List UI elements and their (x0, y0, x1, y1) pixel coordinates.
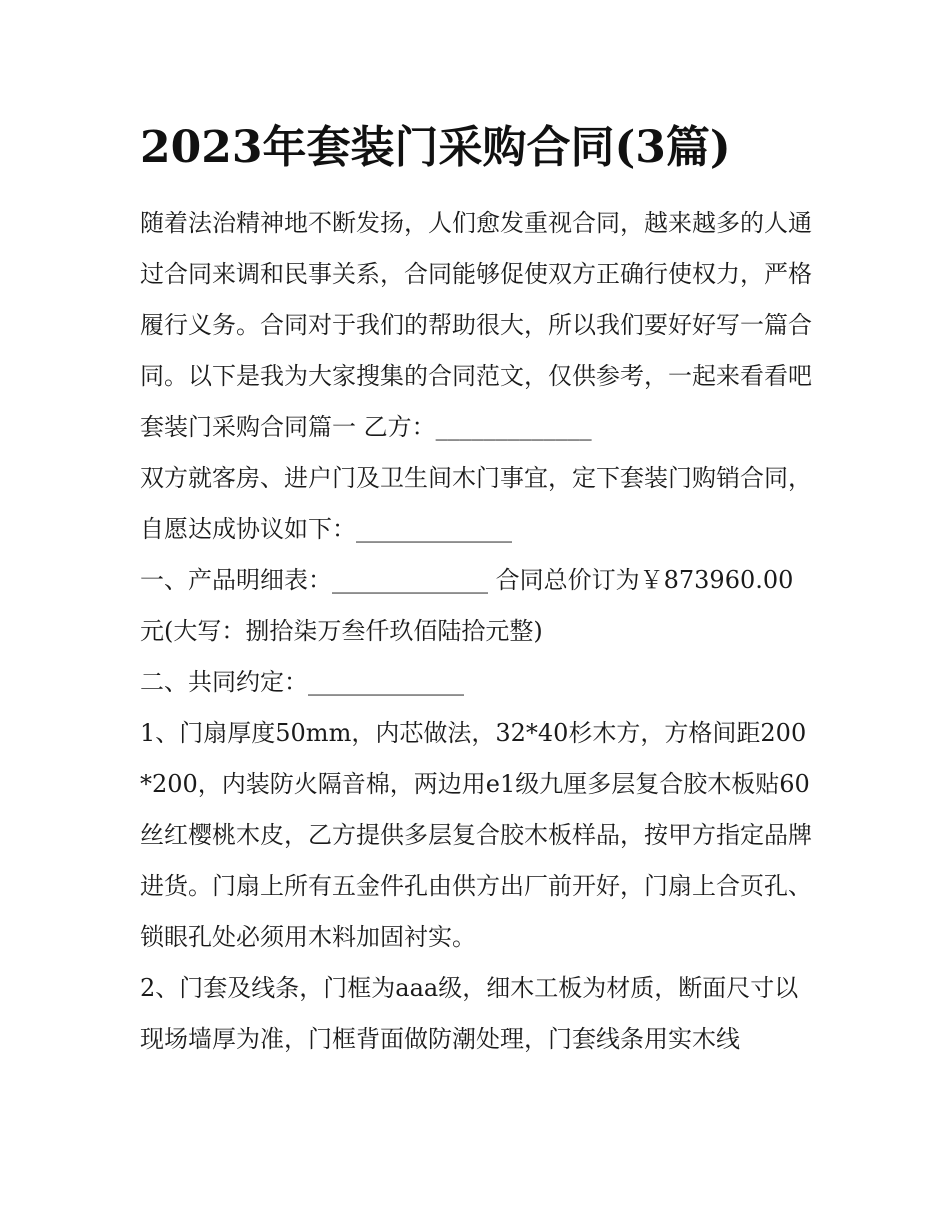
paragraph-contract-heading: 套装门采购合同篇一 乙方：_____________ (140, 413, 592, 441)
paragraph-product-list: 一、产品明细表：_____________ 合同总价订为￥873960.00元(大写：捌拾柒万叁仟玖佰陆拾元整) (140, 566, 794, 645)
document-title: 2023年套装门采购合同(3篇) (140, 122, 731, 173)
paragraph-agreement: 双方就客房、进户门及卫生间木门事宜，定下套装门购销合同，自愿达成协议如下：_____________ (140, 464, 812, 543)
paragraph-joint-terms: 二、共同约定：_____________ (140, 668, 464, 696)
paragraph-intro: 随着法治精神地不断发扬，人们愈发重视合同，越来越多的人通过合同来调和民事关系，合同能够促使双方正确行使权力，严格履行义务。合同对于我们的帮助很大，所以我们要好好写一篇合同。以下是我为大家搜集的合同范文，仅供参考，一起来看看吧 (140, 209, 812, 390)
paragraph-clause-2: 2、门套及线条，门框为aaa级，细木工板为材质，断面尺寸以现场墙厚为准，门框背面做防潮处理，门套线条用实木线 (140, 974, 799, 1053)
paragraph-clause-1: 1、门扇厚度50mm，内芯做法，32*40杉木方，方格间距200*200，内装防火隔音棉，两边用e1级九厘多层复合胶木板贴60丝红樱桃木皮，乙方提供多层复合胶木板样品，按甲方指定品牌进货。门扇上所有五金件孔由供方出厂前开好，门扇上合页孔、锁眼孔处必须用木料加固衬实。 (140, 719, 812, 951)
document-body (140, 198, 815, 1065)
